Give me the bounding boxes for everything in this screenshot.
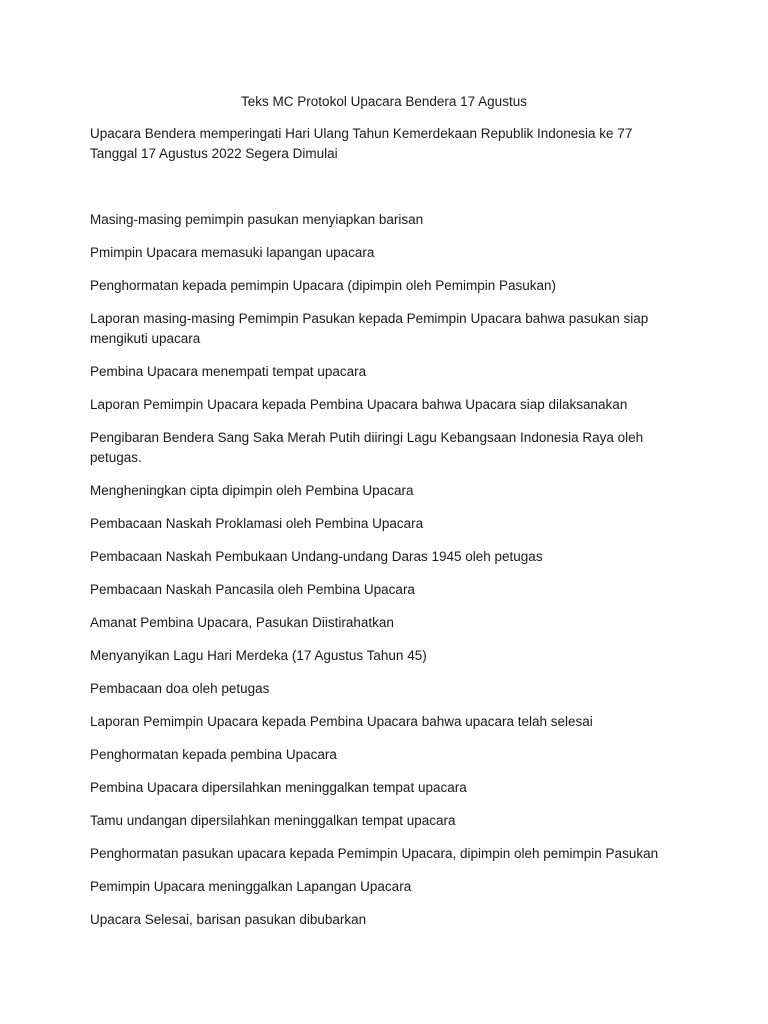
step-item: Laporan Pemimpin Upacara kepada Pembina Upacara bahwa upacara telah selesai: [90, 714, 593, 729]
step-item: Pembina Upacara dipersilahkan meninggalkan tempat upacara: [90, 780, 467, 795]
step-item: Pembacaan Naskah Pembukaan Undang-undang Daras 1945 oleh petugas: [90, 549, 543, 564]
step-item: Masing-masing pemimpin pasukan menyiapkan barisan: [90, 212, 424, 227]
intro-paragraph: Upacara Bendera memperingati Hari Ulang Tahun Kemerdekaan Republik Indonesia ke 77 Tanggal 17 Agustus 2022 Segera Dimulai: [90, 126, 633, 161]
step-item: Pembacaan Naskah Proklamasi oleh Pembina Upacara: [90, 516, 424, 531]
ceremony-steps-list: [90, 210, 678, 930]
step-item: Pembacaan doa oleh petugas: [90, 681, 270, 696]
step-item: Pembina Upacara menempati tempat upacara: [90, 364, 367, 379]
step-item: Tamu undangan dipersilahkan meninggalkan tempat upacara: [90, 813, 456, 828]
step-item: Mengheningkan cipta dipimpin oleh Pembina Upacara: [90, 483, 414, 498]
step-item: Penghormatan pasukan upacara kepada Pemimpin Upacara, dipimpin oleh pemimpin Pasukan: [90, 846, 659, 861]
step-item: Pmimpin Upacara memasuki lapangan upacara: [90, 245, 375, 260]
step-item: Upacara Selesai, barisan pasukan dibubarkan: [90, 912, 367, 927]
step-item: Penghormatan kepada pembina Upacara: [90, 747, 337, 762]
step-item: Penghormatan kepada pemimpin Upacara (dipimpin oleh Pemimpin Pasukan): [90, 278, 557, 293]
step-item: Amanat Pembina Upacara, Pasukan Diistirahatkan: [90, 615, 394, 630]
step-item: Pembacaan Naskah Pancasila oleh Pembina Upacara: [90, 582, 415, 597]
document-title: Teks MC Protokol Upacara Bendera 17 Agustus: [241, 94, 527, 109]
step-item: Pemimpin Upacara meninggalkan Lapangan Upacara: [90, 879, 412, 894]
step-item: Pengibaran Bendera Sang Saka Merah Putih diiringi Lagu Kebangsaan Indonesia Raya oleh petugas.: [90, 430, 644, 465]
step-item: Menyanyikan Lagu Hari Merdeka (17 Agustus Tahun 45): [90, 648, 427, 663]
step-item: Laporan Pemimpin Upacara kepada Pembina Upacara bahwa Upacara siap dilaksanakan: [90, 397, 628, 412]
step-item: Laporan masing-masing Pemimpin Pasukan kepada Pemimpin Upacara bahwa pasukan siap mengikuti upacara: [90, 311, 649, 346]
